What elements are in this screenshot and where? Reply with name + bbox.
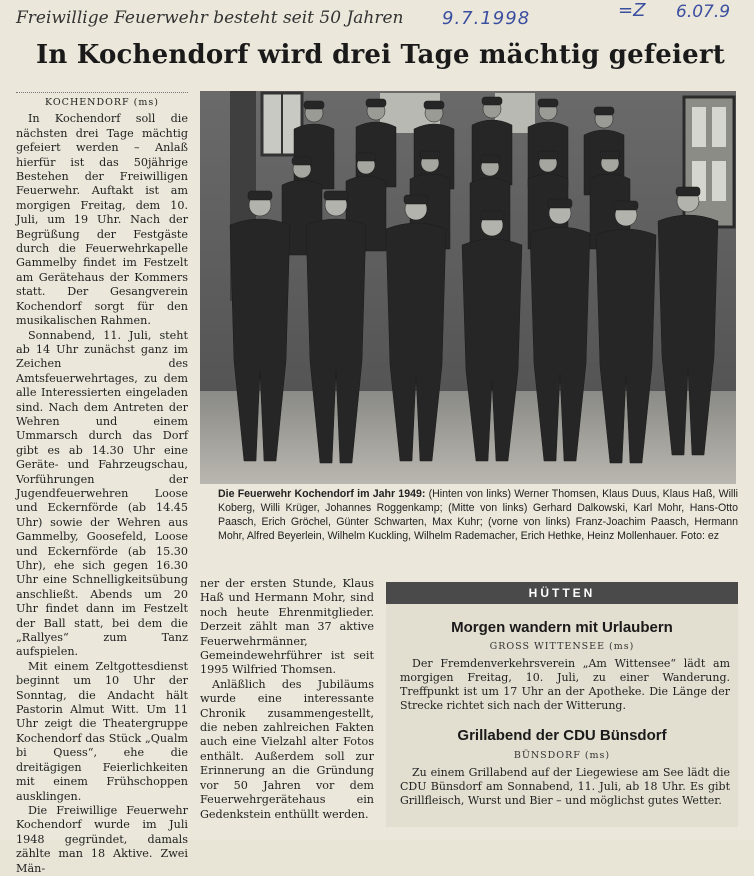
article-column-2 <box>200 577 374 822</box>
handwritten-date: 9.7.1998 <box>442 8 531 29</box>
news-dateline-2: BÜNSDORF (ms) <box>513 750 611 761</box>
news-text-2 <box>400 766 730 808</box>
article-paragraph: Anläßlich des Jubiläums wurde eine interessante Chronik zusammengestellt, die neben zahlreichen Fakten auch eine Vielzahl alter Fotos enthält. Außerdem soll zur Erinnerung an die Gründung vor 50 Jahren vor dem Feuerwehrgerätehaus ein Gedenkstein enthüllt werden. <box>200 677 374 821</box>
news-dateline-1: GROSS WITTENSEE (ms) <box>489 641 635 652</box>
box-header: HÜTTEN <box>386 582 738 604</box>
article-paragraph: ner der ersten Stunde, Klaus Haß und Hermann Mohr, sind noch heute Ehrenmitglieder. Derzeit zählt man 37 aktive Feuerwehrmänner, Gemeindewehrführer ist seit 1995 Wilfried Thomsen. <box>200 577 374 677</box>
news-paragraph: Zu einem Grillabend auf der Liegewiese am See lädt die CDU Bünsdorf am Sonnabend, 11. Juli, ab 18 Uhr. Es gibt Grillfleisch, Wurst und Bier – und möglichst gutes Wetter. <box>400 766 730 807</box>
article-paragraph: Sonnabend, 11. Juli, steht ab 14 Uhr zunächst ganz im Zeichen des Amtsfeuerwehrtages, zu dem alle Interessierten eingeladen sind. Nach dem Antreten der Wehren und einem Ummarsch durch das Dorf gibt es ab 14.30 Uhr eine Geräte- und Fahrzeugschau, Vorführungen der Jugendfeuerwehren Loose und Eckernförde (ab 14.45 Uhr) sowie der Wehren aus Gammelby, Goosefeld, Loose und Eckernförde (ab 15.30 Uhr), ehe sich gegen 16.30 Uhr eine Schnelligkeitsübung anschließt. Abends um 20 Uhr findet dann im Festzelt der Ball statt, bei dem die „Rallyes“ zum Tanz aufspielen. <box>16 328 188 659</box>
column-rule <box>16 92 188 93</box>
photo-image <box>200 91 736 484</box>
article-column-1 <box>16 96 188 876</box>
kicker: Freiwillige Feuerwehr besteht seit 50 Jahren <box>16 8 404 28</box>
headline: In Kochendorf wird drei Tage mächtig gefeiert <box>36 40 725 70</box>
photo-caption <box>218 487 738 543</box>
article-paragraph: In Kochendorf soll die nächsten drei Tage mächtig gefeiert werden – Anlaß hierfür ist das 50jährige Bestehen der Freiwilligen Feuerwehr. Auftakt ist am morgigen Freitag, dem 10. Juli, um 19 Uhr. Nach der Begrüßung der Festgäste durch die Feuerwehrkapelle Gammelby findet im Festzelt am Gerätehaus der Kommers statt. Der Gesangverein Kochendorf sorgt für den musikalischen Rahmen. <box>16 112 188 328</box>
group-photo <box>200 91 736 484</box>
news-paragraph: Der Fremdenverkehrsverein „Am Wittensee“ lädt am morgigen Freitag, 10. Juli, zu einer Wanderung. Treffpunkt ist um 17 Uhr an der Apotheke. Die Länge der Strecke richtet sich nach der Witterung. <box>400 657 730 712</box>
handwritten-mark: =Z <box>618 0 646 21</box>
news-title-2: Grillabend der CDU Bünsdorf <box>457 727 667 744</box>
article-paragraph: Mit einem Zeltgottesdienst beginnt um 10 Uhr der Sonntag, die Andacht hält Pastorin Almut Witt. Um 11 Uhr zeigt die Theatergruppe Kochendorf das Stück „Qualm bi Quess“, ehe die dreitägigen Feierlichkeiten mit einem Frühschoppen ausklingen. <box>16 659 188 803</box>
article-paragraph: Die Freiwillige Feuerwehr Kochendorf wurde im Juli 1948 gegründet, damals zählte man 18 Aktive. Zwei Män- <box>16 803 188 875</box>
news-text-1 <box>400 657 730 713</box>
handwritten-date-2: 6.07.9 <box>676 2 731 22</box>
regional-news-box <box>386 582 738 827</box>
caption-lead: Die Feuerwehr Kochendorf im Jahr 1949: <box>218 488 426 500</box>
news-title-1: Morgen wandern mit Urlaubern <box>451 619 673 636</box>
caption-text: (Hinten von links) Werner Thomsen, Klaus Duus, Klaus Haß, Willi Koberg, Willi Krüger, Johannes Roggenkamp; (Mitte von links) Gerhard Dalkowski, Karl Mohr, Hans-Otto Paasch, Erich Gröchel, Günter Schwarten, Max Kuhr; (vorne von links) Franz-Joachim Paasch, Hermann Mohr, Alfred Beyerlein, Wilhelm Kuckling, Wilhelm Rademacher, Erich Hethke, Heinz Mollenhauer. Foto: ez <box>218 488 738 542</box>
article-dateline: KOCHENDORF (ms) <box>45 97 159 108</box>
